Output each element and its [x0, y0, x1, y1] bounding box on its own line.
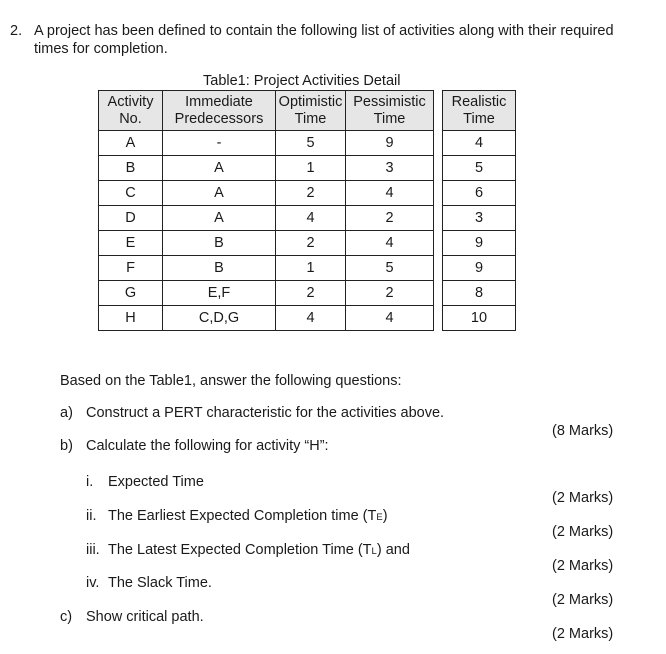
part-b-iii-label: iii. — [86, 542, 100, 558]
cell-optimistic: 4 — [276, 206, 346, 231]
cell-optimistic: 4 — [276, 306, 346, 331]
part-c-marks: (2 Marks) — [552, 626, 614, 642]
cell-realistic: 4 — [443, 131, 516, 156]
question-intro-line1: A project has been defined to contain the following list of activities along with their required — [34, 23, 614, 39]
cell-pessimistic: 2 — [346, 206, 434, 231]
cell-predecessors: B — [163, 231, 276, 256]
cell-activity: D — [99, 206, 163, 231]
cell-activity: F — [99, 256, 163, 281]
header-optimistic-time: Optimistic Time — [276, 91, 346, 131]
cell-optimistic: 2 — [276, 281, 346, 306]
cell-optimistic: 1 — [276, 156, 346, 181]
table-row — [99, 131, 516, 156]
column-gap — [434, 181, 443, 206]
table-row — [99, 156, 516, 181]
part-b-i-label: i. — [86, 474, 94, 490]
part-b-text: Calculate the following for activity “H”: — [86, 438, 329, 454]
part-b-ii-label: ii. — [86, 508, 97, 524]
cell-realistic: 6 — [443, 181, 516, 206]
cell-pessimistic: 2 — [346, 281, 434, 306]
cell-predecessors: A — [163, 206, 276, 231]
cell-predecessors: B — [163, 256, 276, 281]
instructions: Based on the Table1, answer the following questions: — [60, 373, 402, 389]
table-row — [99, 231, 516, 256]
cell-realistic: 5 — [443, 156, 516, 181]
column-gap — [434, 281, 443, 306]
header-immediate-predecessors: Immediate Predecessors — [163, 91, 276, 131]
header-activity-no: Activity No. — [99, 91, 163, 131]
table-caption: Table1: Project Activities Detail — [203, 73, 401, 89]
cell-activity: A — [99, 131, 163, 156]
table-row — [99, 306, 516, 331]
cell-realistic: 10 — [443, 306, 516, 331]
part-a-text: Construct a PERT characteristic for the activities above. — [86, 405, 445, 421]
part-b-iv-label: iv. — [86, 575, 100, 591]
cell-optimistic: 1 — [276, 256, 346, 281]
part-b-iii-marks: (2 Marks) — [552, 558, 614, 574]
column-gap — [434, 231, 443, 256]
cell-realistic: 8 — [443, 281, 516, 306]
part-b-iii-text: The Latest Expected Completion Time (TL) and — [108, 542, 410, 558]
cell-optimistic: 2 — [276, 231, 346, 256]
part-c-label: c) — [60, 609, 73, 625]
cell-activity: H — [99, 306, 163, 331]
cell-activity: E — [99, 231, 163, 256]
cell-realistic: 9 — [443, 256, 516, 281]
cell-pessimistic: 9 — [346, 131, 434, 156]
part-c-text: Show critical path. — [86, 609, 204, 625]
cell-pessimistic: 4 — [346, 306, 434, 331]
column-gap — [434, 306, 443, 331]
cell-pessimistic: 5 — [346, 256, 434, 281]
question-intro-line2: times for completion. — [34, 41, 168, 57]
header-realistic-time: Realistic Time — [443, 91, 516, 131]
cell-predecessors: A — [163, 181, 276, 206]
part-a-marks: (8 Marks) — [552, 423, 614, 439]
cell-predecessors: - — [163, 131, 276, 156]
part-b-iv-marks: (2 Marks) — [552, 592, 614, 608]
cell-predecessors: A — [163, 156, 276, 181]
part-b-iv-text: The Slack Time. — [108, 575, 212, 591]
part-b-label: b) — [60, 438, 73, 454]
cell-optimistic: 2 — [276, 181, 346, 206]
cell-activity: C — [99, 181, 163, 206]
cell-activity: B — [99, 156, 163, 181]
cell-pessimistic: 4 — [346, 231, 434, 256]
table-row — [99, 181, 516, 206]
cell-activity: G — [99, 281, 163, 306]
activities-table — [98, 90, 516, 331]
cell-pessimistic: 4 — [346, 181, 434, 206]
part-b-ii-text: The Earliest Expected Completion time (TE) — [108, 508, 388, 524]
cell-optimistic: 5 — [276, 131, 346, 156]
column-gap — [434, 206, 443, 231]
part-a-label: a) — [60, 405, 73, 421]
question-number: 2. — [10, 23, 23, 39]
cell-pessimistic: 3 — [346, 156, 434, 181]
column-gap — [434, 91, 443, 131]
column-gap — [434, 156, 443, 181]
cell-predecessors: C,D,G — [163, 306, 276, 331]
column-gap — [434, 131, 443, 156]
cell-realistic: 9 — [443, 231, 516, 256]
column-gap — [434, 256, 443, 281]
cell-predecessors: E,F — [163, 281, 276, 306]
cell-realistic: 3 — [443, 206, 516, 231]
header-pessimistic-time: Pessimistic Time — [346, 91, 434, 131]
part-b-i-text: Expected Time — [108, 474, 204, 490]
part-b-i-marks: (2 Marks) — [552, 490, 614, 506]
part-b-ii-marks: (2 Marks) — [552, 524, 614, 540]
table-row — [99, 206, 516, 231]
table-row — [99, 256, 516, 281]
table-header-row — [99, 91, 516, 131]
table-row — [99, 281, 516, 306]
